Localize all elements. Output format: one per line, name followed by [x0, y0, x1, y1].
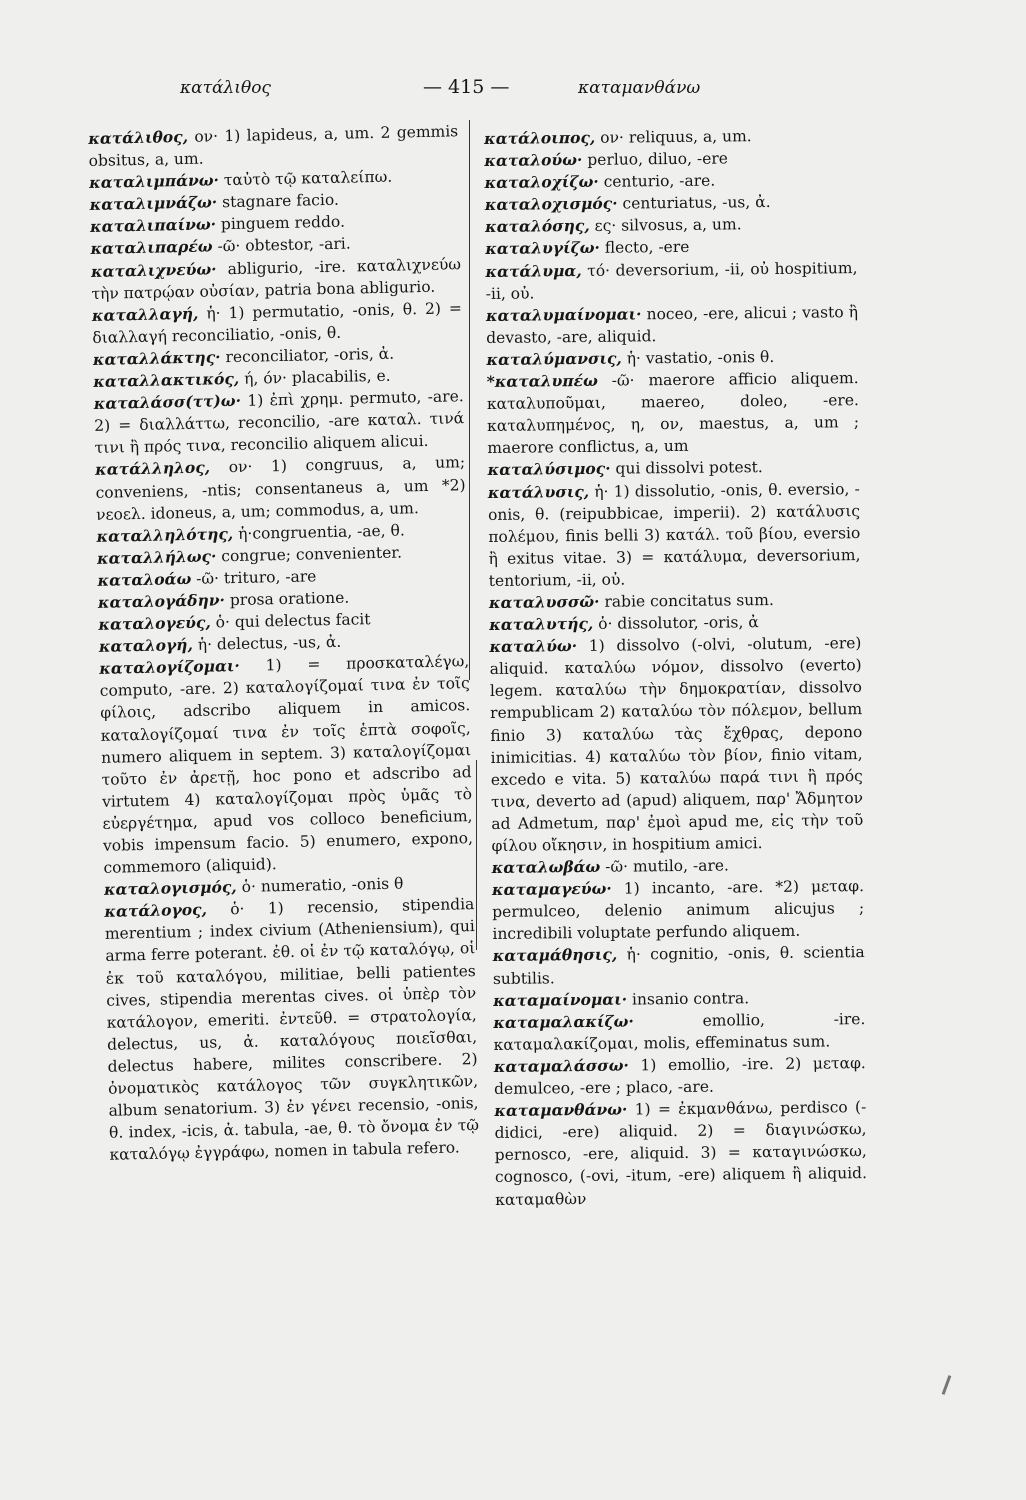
entry-definition: 1) ἐπὶ χρημ. permuto, -are. 2) = διαλλάττω, reconcilio, -are καταλ. τινά τινι ἢ πρός τινα, reconcilio aliquem alicui. — [94, 387, 465, 458]
dictionary-entry — [99, 650, 474, 879]
margin-mark — [942, 1375, 952, 1395]
entry-definition: prosa oratione. — [229, 588, 350, 610]
page-header — [0, 76, 1026, 106]
entry-headword: καταλυγίζω· — [485, 238, 600, 259]
entry-headword: καταλυσσῶ· — [488, 591, 600, 612]
entry-definition: 1) dissolvo (-olvi, -olutum, -ere) aliquid. καταλύω νόμον, dissolvo (everto) legem. καταλύω τὴν δημοκρατίαν, dissolvo rempublicam 2) καταλύω τὸν πόλεμον, bellum finio 3) καταλύω τὰς ἔχθρας, depono inimicitias. 4) καταλύω τὸν βίον, finio vitam, excedo e vita. 5) καταλύω παρά τινι ἢ πρός τινα, deverto ad (apud) aliquem, παρ' Ἄδμητον ad Admetum, παρ' ἐμοὶ apud me, εἰς τὴν τοῦ φίλου οἴκησιν, in hospitium amici. — [489, 634, 864, 855]
dictionary-entry — [494, 1052, 866, 1100]
entry-definition: abligurio, -ire. καταλιχνεύω τὴν πατρῴαν οὐσίαν, patria bona abligurio. — [91, 254, 462, 303]
entry-headword: καταλωβάω — [491, 856, 601, 878]
entry-headword: κατάλιθος, — [88, 126, 189, 148]
header-left-guideword: κατάλιθος — [180, 78, 271, 98]
entry-headword: κατάλληλος, — [94, 457, 211, 480]
entry-definition: centurio, -are. — [603, 171, 716, 191]
entry-headword: καταλογή, — [98, 635, 194, 657]
entry-definition: ον· 1) lapideus, a, um. 2 gemmis obsitus, a, um. — [88, 122, 459, 171]
entry-headword: καταμαγεύω· — [491, 878, 612, 900]
entry-definition: -ῶ· maerore afficio aliquem. καταλυποῦμαι, maereo, doleo, -ere. καταλυπημένος, η, ον, maestus, a, um ; maerore conflictus, a, um — [486, 369, 860, 458]
entry-definition: centuriatus, -us, ἀ. — [622, 193, 771, 213]
entry-headword: καταλοχίζω· — [484, 171, 599, 193]
entry-definition: ον· reliquus, a, um. — [600, 127, 752, 147]
entry-definition: noceo, -ere, alicui ; vasto ἢ devasto, -are, aliquid. — [486, 302, 859, 347]
entry-definition: ἡ· 1) permutatio, -onis, θ. 2) = διαλλαγή reconciliatio, -onis, θ. — [92, 298, 463, 347]
entry-headword: καταλοάω — [97, 568, 192, 590]
entry-definition: ὁ· qui delectus facit — [215, 610, 371, 632]
entry-definition: ες· silvosus, a, um. — [594, 215, 742, 236]
column-divider — [476, 760, 477, 950]
entry-definition: congrue; convenienter. — [221, 543, 403, 566]
entry-headword: καταλογίζομαι· — [99, 656, 241, 679]
dictionary-entry — [88, 120, 459, 172]
entry-headword: καταμαλακίζω· — [493, 1011, 634, 1032]
dictionary-entry — [91, 253, 462, 305]
dictionary-entry — [486, 301, 858, 349]
entry-headword: καταμαίνομαι· — [493, 989, 628, 1010]
entry-headword: καταλυτής, — [489, 613, 594, 635]
entry-headword: καταλιπαρέω — [90, 236, 213, 259]
entry-headword: καταλόσης, — [484, 216, 590, 237]
dictionary-entry — [94, 385, 465, 459]
entry-headword: καταλλήλως· — [96, 546, 217, 568]
dictionary-entry — [488, 478, 861, 592]
header-right-guideword: καταμανθάνω — [578, 78, 701, 98]
page-number: — 415 — — [423, 76, 510, 98]
entry-headword: κατάλυμα, — [485, 260, 582, 281]
dictionary-entry — [493, 1008, 865, 1056]
entry-headword: καταμαλάσσω· — [493, 1055, 629, 1076]
entry-headword: κατάλοιπος, — [484, 127, 596, 148]
entry-definition: ὁ· 1) recensio, stipendia merentium ; index civium (Atheniensium), qui arma ferre poterant. ἐθ. οἱ ἐν τῷ καταλόγῳ, οἱ ἐκ τοῦ καταλόγου, militiae, belli patientes cives, stipendia merentas cives. οἱ ὑπὲρ τὸν κατάλογον, emeriti. ἐντεῦθ. = στρατολογία, delectus, us, ἀ. καταλόγους ποιεῖσθαι, delectus habere, milites conscribere. 2) ὀνοματικὸς κατάλογος τῶν συγκλητικῶν, album senatorium. 3) ἐν γένει recensio, -onis, θ. index, -icis, ἀ. tabula, -ae, θ. τὸ ὄνομα ἐν τῷ καταλόγῳ ἐγγράφω, nomen in tabula refero. — [104, 895, 480, 1165]
entry-headword: κατάλογος, — [104, 899, 208, 922]
entry-headword: καταλιμπάνω· — [88, 170, 220, 193]
dictionary-entry — [104, 893, 479, 1166]
entry-headword: καταλλαγή, — [91, 303, 199, 325]
dictionary-entry — [492, 875, 865, 945]
entry-headword: καταλογάδην· — [97, 590, 226, 612]
entry-definition: ή, όν· placabilis, e. — [243, 366, 391, 388]
entry-definition: 1) = ἐκμανθάνω, perdisco (-didici, -ere) aliquid. 2) = διαγινώσκω, pernosco, -ere, aliquid. 3) = καταγινώσκω, cognosco, (-ovi, -itum, -ere) aliquem ἢ aliquid. καταμαθὼν — [494, 1098, 868, 1209]
entry-headword: καταλιμνάζω· — [89, 192, 218, 215]
entry-definition: ἡ· cognitio, -onis, θ. scientia subtilis. — [492, 943, 865, 988]
entry-definition: 1) emollio, -ire. 2) μεταφ. demulceo, -ere ; placo, -are. — [493, 1053, 866, 1098]
entry-definition: emollio, -ire. καταμαλακίζομαι, molis, effeminatus sum. — [493, 1009, 866, 1054]
dictionary-entry — [95, 452, 466, 526]
entry-definition: qui dissolvi potest. — [615, 458, 763, 479]
entry-definition: ὁ· numeratio, -onis θ — [241, 874, 404, 897]
entry-definition: -ῶ· obtestor, -ari. — [217, 234, 351, 256]
entry-definition: flecto, -ere — [604, 238, 690, 258]
entry-definition: ἡ·congruentia, -ae, θ. — [237, 521, 406, 543]
dictionary-entry — [493, 942, 865, 990]
entry-headword: *καταλυπέω — [486, 370, 598, 392]
entry-headword: καταλογισμός, — [103, 877, 237, 900]
entry-headword: καταλογεύς, — [98, 612, 211, 634]
entry-headword: καταλύω· — [489, 636, 578, 657]
entry-headword: καταλιχνεύω· — [90, 258, 217, 281]
entry-definition: stagnare facio. — [221, 191, 340, 212]
entry-definition: -ῶ· trituro, -are — [196, 567, 317, 588]
entry-headword: καταμάθησις, — [492, 945, 618, 966]
entry-headword: καταλύσιμος· — [487, 459, 611, 480]
entry-definition: ἡ· vastatio, -onis θ. — [626, 347, 775, 368]
entry-definition: pinguem reddo. — [220, 213, 346, 234]
left-column — [88, 120, 480, 1166]
entry-definition: 1) = προσκαταλέγω, computo, -are. 2) καταλογίζομαί τινα ἐν τοῖς φίλοις, adscribo aliquem in amicos. καταλογίζομαί τινα ἐν τοῖς ἑπτὰ σοφοῖς, numero aliquem in septem. 3) καταλογίζομαι τοῦτο ἐν ἀρετῇ, hoc pono et adscribo ad virtutem 4) καταλογίζομαι πρὸς ὑμᾶς τὸ εὐεργέτημα, apud vos colloco beneficium, vobis impensum facio. 5) enumero, expono, commemoro (aliquid). — [99, 652, 474, 877]
entry-definition: perluo, diluo, -ere — [587, 149, 729, 170]
entry-headword: καταλυμαίνομαι· — [485, 304, 642, 325]
entry-definition: -ῶ· mutilo, -are. — [605, 856, 730, 876]
entry-definition: ἡ· 1) dissolutio, -onis, θ. eversio, -onis, θ. (reipubbicae, imperii). 2) κατάλυσις πολέμου, finis belli 3) κατάλ. τοῦ βίου, eversio ἢ exitus vitae. 3) = κατάλυμα, deversorium, tentorium, -ii, οὐ. — [487, 479, 861, 590]
right-column — [484, 124, 867, 1210]
entry-definition: ταὐτὸ τῷ καταλείπω. — [223, 167, 393, 190]
entry-headword: καταμανθάνω· — [494, 1099, 628, 1121]
entry-definition: ἡ· delectus, -us, ἀ. — [197, 632, 342, 654]
dictionary-entry — [485, 257, 857, 305]
column-divider — [469, 120, 470, 680]
dictionary-entry — [92, 297, 463, 349]
entry-definition: ον· 1) congruus, a, um; conveniens, -ntis; consentaneus a, um *2) νεοελ. idoneus, a, um; commodus, a, um. — [95, 453, 466, 524]
entry-headword: καταλιπαίνω· — [89, 214, 217, 237]
entry-headword: καταλύμανσις, — [486, 348, 622, 369]
entry-headword: καταλληλότης, — [96, 523, 234, 546]
entry-definition: reconciliator, -oris, ἀ. — [225, 344, 395, 367]
entry-headword: καταλλάκτης· — [92, 347, 221, 369]
entry-headword: καταλλακτικός, — [93, 368, 240, 391]
entry-definition: ὁ· dissolutor, -oris, ἀ — [598, 613, 759, 633]
entry-headword: καταλάσσ(ττ)ω· — [93, 390, 242, 414]
dictionary-entry — [487, 367, 860, 459]
dictionary-entry — [494, 1096, 867, 1210]
entry-definition: 1) incanto, -are. *2) μεταφ. permulceo, delenio animum alicujus ; incredibili voluptate perfundo aliquem. — [492, 877, 865, 944]
entry-headword: καταλούω· — [484, 150, 583, 171]
entry-headword: κατάλυσις, — [487, 481, 590, 502]
entry-definition: τό· deversorium, -ii, οὐ hospitium, -ii, οὐ. — [485, 258, 858, 303]
entry-definition: insanio contra. — [631, 988, 750, 1009]
entry-headword: καταλοχισμός· — [484, 193, 618, 215]
entry-definition: rabie concitatus sum. — [604, 590, 774, 611]
dictionary-entry — [489, 632, 863, 857]
